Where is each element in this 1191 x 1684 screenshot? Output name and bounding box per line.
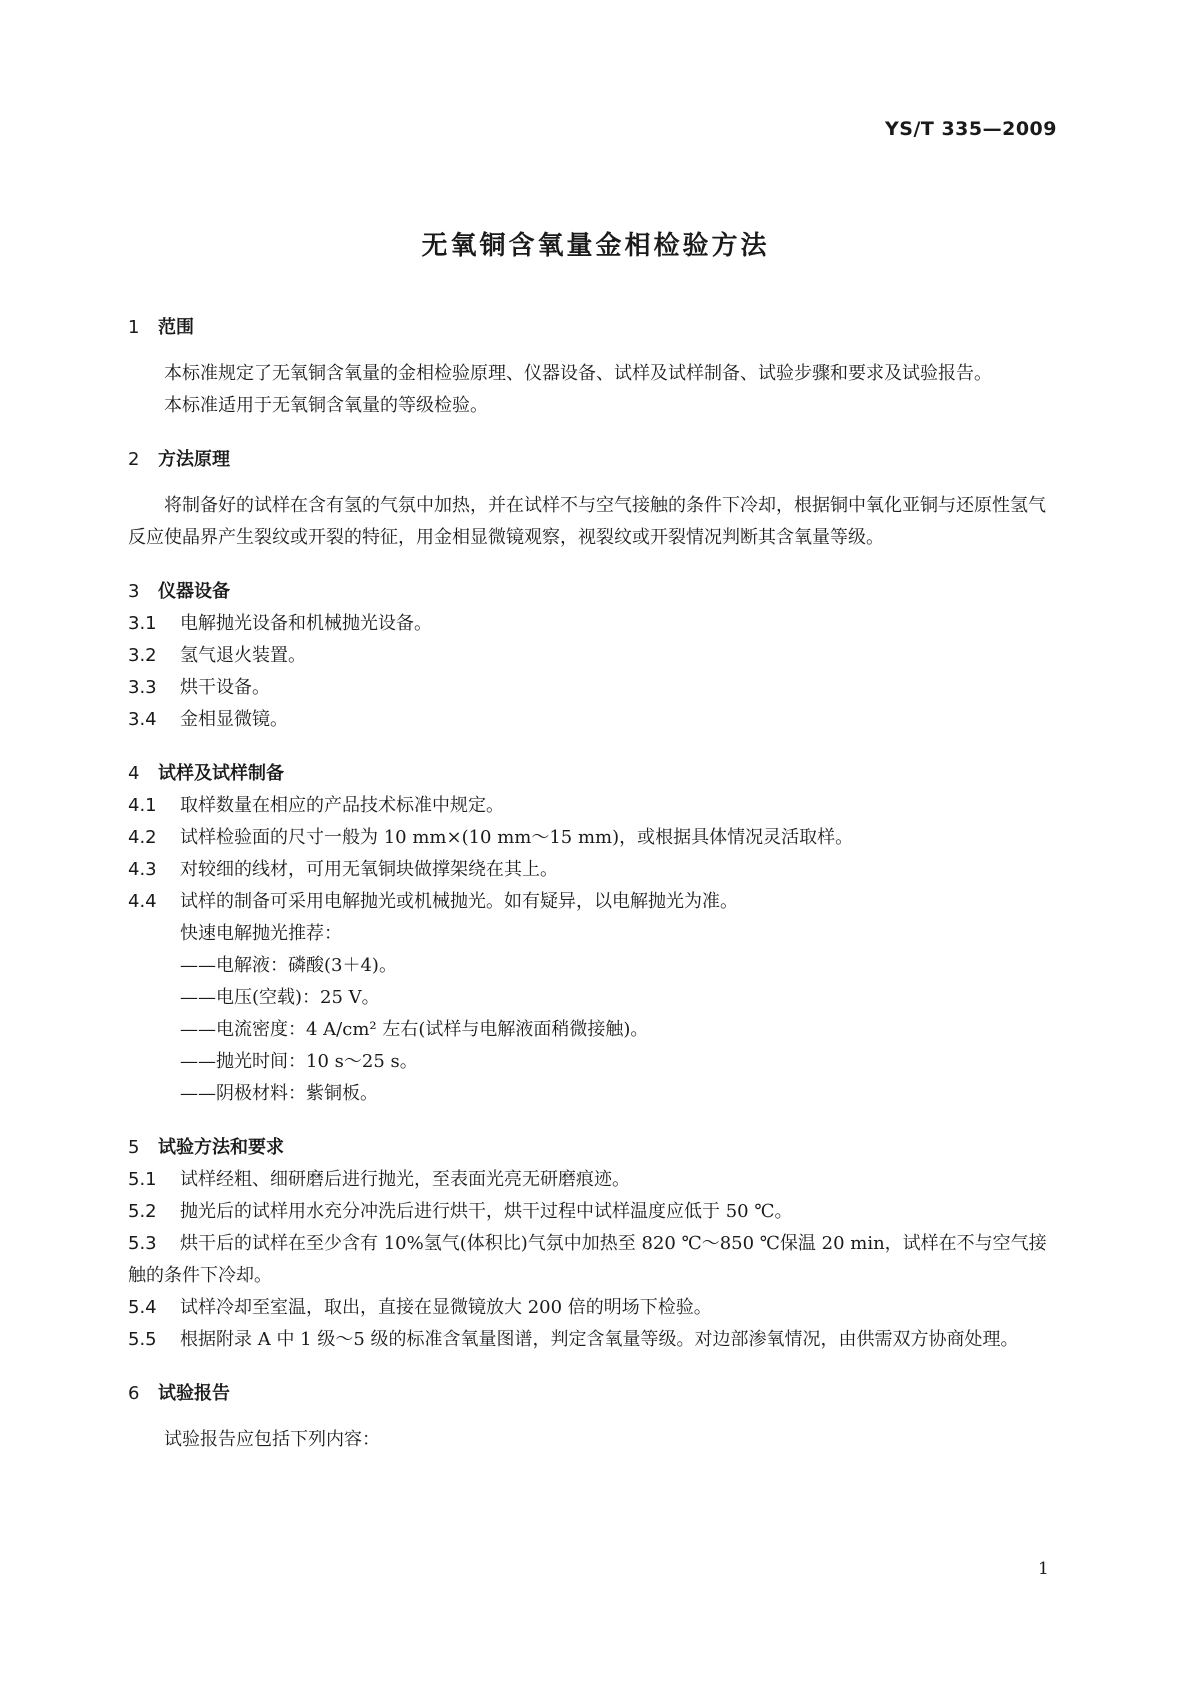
list-item — [128, 1196, 1063, 1228]
item-number: 4.4 — [128, 891, 157, 912]
item-text: 烘干设备。 — [180, 677, 270, 698]
dash-item: ——阴极材料：紫铜板。 — [180, 1083, 378, 1104]
list-item — [128, 640, 1063, 672]
item-text: 电解抛光设备和机械抛光设备。 — [180, 613, 432, 634]
item-number: 3.4 — [128, 709, 157, 730]
list-item — [128, 1324, 1063, 1356]
item-text: 试样经粗、细研磨后进行抛光，至表面光亮无研磨痕迹。 — [180, 1169, 630, 1190]
item-text: 氢气退火装置。 — [180, 645, 306, 666]
standard-code: YS/T 335—2009 — [885, 118, 1057, 140]
item-number: 4.2 — [128, 827, 157, 848]
item-number: 3.2 — [128, 645, 157, 666]
document-body — [128, 312, 1063, 1456]
dash-item: ——电解液：磷酸(3＋4)。 — [180, 955, 397, 976]
section-heading — [128, 576, 1063, 608]
list-item — [128, 704, 1063, 736]
section-number: 5 — [128, 1137, 140, 1158]
section-title: 试样及试样制备 — [158, 763, 284, 784]
section-title: 试验报告 — [158, 1383, 230, 1404]
item-text: 对较细的线材，可用无氧铜块做撑架绕在其上。 — [180, 859, 558, 880]
section-number: 2 — [128, 449, 140, 470]
item-text: 试样检验面的尺寸一般为 10 mm×(10 mm～15 mm)，或根据具体情况灵活取样。 — [180, 827, 854, 848]
list-item — [128, 1228, 1063, 1292]
section-title: 方法原理 — [158, 449, 230, 470]
list-item — [128, 1164, 1063, 1196]
item-number: 5.2 — [128, 1201, 157, 1222]
item-text: 试样冷却至室温，取出，直接在显微镜放大 200 倍的明场下检验。 — [180, 1297, 712, 1318]
section-title: 试验方法和要求 — [158, 1137, 284, 1158]
section-heading — [128, 1132, 1063, 1164]
item-number: 4.3 — [128, 859, 157, 880]
list-item — [128, 608, 1063, 640]
item-number: 5.3 — [128, 1233, 157, 1254]
item-text: 取样数量在相应的产品技术标准中规定。 — [180, 795, 504, 816]
list-item — [128, 672, 1063, 704]
section-heading — [128, 1378, 1063, 1410]
item-number: 3.1 — [128, 613, 157, 634]
item-text: 烘干后的试样在至少含有 10%氢气(体积比)气氛中加热至 820 ℃～850 ℃保温 20 min，试样在不与空气接触的条件下冷却。 — [128, 1233, 1047, 1286]
item-number: 5.5 — [128, 1329, 157, 1350]
list-item — [128, 886, 1063, 918]
document-title: 无氧铜含氧量金相检验方法 — [421, 231, 770, 261]
list-item — [128, 790, 1063, 822]
item-number: 5.4 — [128, 1297, 157, 1318]
item-text: 试样的制备可采用电解抛光或机械抛光。如有疑异，以电解抛光为准。 — [180, 891, 738, 912]
page-number: 1 — [1038, 1559, 1049, 1579]
section-number: 3 — [128, 581, 140, 602]
dash-item: ——抛光时间：10 s～25 s。 — [180, 1051, 418, 1072]
section-number: 4 — [128, 763, 140, 784]
section-heading — [128, 758, 1063, 790]
paragraph: 本标准适用于无氧铜含氧量的等级检验。 — [164, 395, 488, 416]
section-title: 仪器设备 — [158, 581, 230, 602]
dash-item: ——电流密度：4 A/cm² 左右(试样与电解液面稍微接触)。 — [180, 1019, 649, 1040]
item-text: 根据附录 A 中 1 级～5 级的标准含氧量图谱，判定含氧量等级。对边部渗氧情况，由供需双方协商处理。 — [180, 1329, 1019, 1350]
item-number: 4.1 — [128, 795, 157, 816]
paragraph: 试验报告应包括下列内容： — [164, 1429, 380, 1450]
item-text: 抛光后的试样用水充分冲洗后进行烘干，烘干过程中试样温度应低于 50 ℃。 — [180, 1201, 793, 1222]
item-number: 3.3 — [128, 677, 157, 698]
list-item — [128, 1292, 1063, 1324]
paragraph: 将制备好的试样在含有氢的气氛中加热，并在试样不与空气接触的条件下冷却，根据铜中氧化亚铜与还原性氢气反应使晶界产生裂纹或开裂的特征，用金相显微镜观察，视裂纹或开裂情况判断其含氧量等级。 — [128, 495, 1046, 548]
section-title: 范围 — [158, 317, 194, 338]
sub-intro: 快速电解抛光推荐： — [180, 923, 342, 944]
section-heading — [128, 444, 1063, 476]
section-number: 6 — [128, 1383, 140, 1404]
section-number: 1 — [128, 317, 140, 338]
item-text: 金相显微镜。 — [180, 709, 288, 730]
dash-item: ——电压(空载)：25 V。 — [180, 987, 380, 1008]
list-item — [128, 822, 1063, 854]
list-item — [128, 854, 1063, 886]
section-heading — [128, 312, 1063, 344]
paragraph: 本标准规定了无氧铜含氧量的金相检验原理、仪器设备、试样及试样制备、试验步骤和要求及试验报告。 — [164, 363, 992, 384]
item-number: 5.1 — [128, 1169, 157, 1190]
